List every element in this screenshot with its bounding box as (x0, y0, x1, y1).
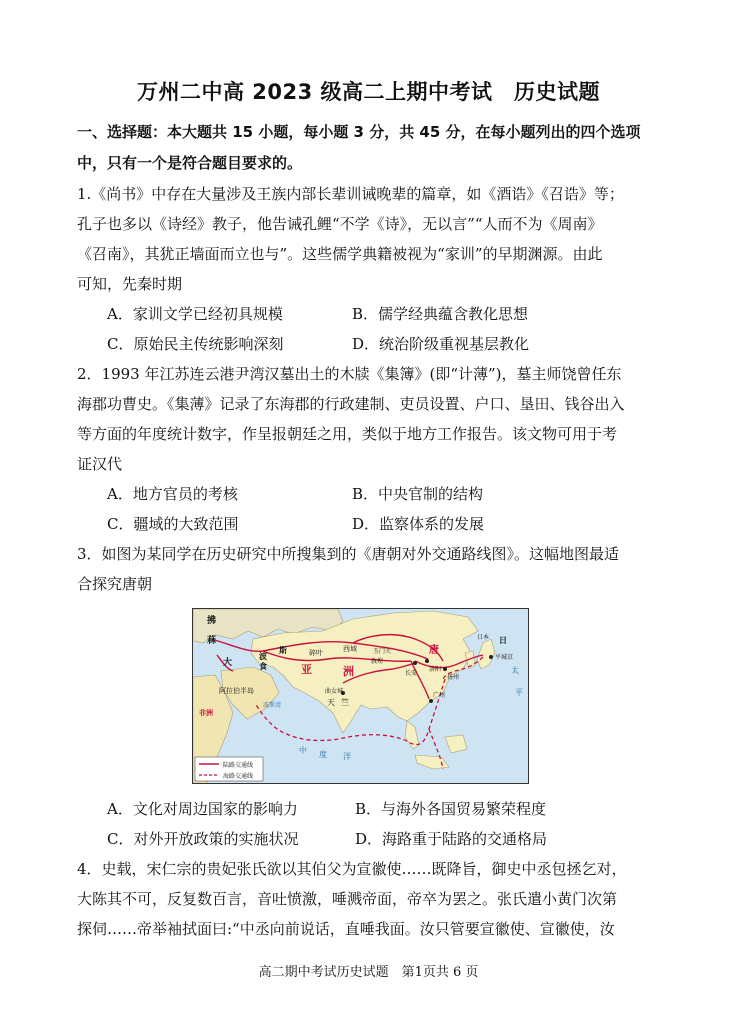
map-label-suiye: 碎叶 (309, 649, 323, 657)
map-label-si: 斯 (279, 646, 287, 655)
question-4-line-3: 探伺……帝举袖拭面曰:“中丞向前说话，直唾我面。汝只管要宣徽使、宣徽使，汝 (77, 920, 615, 938)
map-label-arab: 阿拉伯半岛 (219, 687, 254, 695)
map-label-ri: 日 (499, 636, 507, 645)
map-label-xiyu: 西域 (343, 645, 357, 653)
map-label-zhou: 洲 (343, 665, 354, 678)
map-label-shi: 食 (259, 662, 267, 671)
map-label-yangzhou: 扬州 (447, 674, 460, 681)
map-label-africa: 非洲 (199, 709, 213, 717)
question-4-line-1: 4．史载，宋仁宗的贵妃张氏欲以其伯父为宣徽使……既降旨，御史中丞包拯乞对， (77, 860, 627, 878)
question-3-line-2: 合探究唐朝 (77, 575, 153, 593)
map-label-changan: 长安 (405, 670, 418, 677)
map-label-guangzhou: 广州 (433, 692, 446, 699)
question-1-option-b: B．儒学经典蕴含教化思想 (352, 305, 529, 323)
question-3-option-d: D．海路重于陆路的交通格局 (355, 830, 548, 848)
question-3-option-c: C．对外开放政策的实施状况 (107, 830, 299, 848)
map-label-riben: 日本 (477, 634, 490, 641)
legend-sea-label: 海路交通线 (223, 773, 254, 780)
map-label-zhu: 竺 (341, 698, 349, 707)
question-2-line-2: 海郡功曹史。《集薄》记录了东海郡的行政建制、吏员设置、户口、垦田、钱谷出入 (77, 395, 625, 413)
map-label-zhong: 中 (299, 746, 307, 755)
question-1-line-3: 《召南》，其犹正墙面而立也与”。这些儒学典籍被视为“家训”的早期渊源。由此 (77, 245, 603, 263)
section-instructions-line-1: 一、选择题：本大题共 15 小题，每小题 3 分，共 45 分，在每小题列出的四个选项 (77, 123, 641, 141)
map-label-fu: 拂 (207, 616, 217, 626)
map-label-yang: 洋 (343, 752, 351, 761)
map-label-pingcheng: 平城京 (495, 654, 514, 661)
page-footer: 高二期中考试历史试题 第1页共 6 页 (258, 965, 479, 980)
question-1-line-2: 孔子也多以《诗经》教子，他告诫孔鲤“不学《诗》，无以言”“人而不为《周南》 (77, 215, 603, 233)
map-label-dunhuang: 敦煌 (371, 658, 384, 665)
question-2-option-b: B．中央官制的结构 (352, 485, 484, 503)
map-label-luoyang: 洛阳 (429, 666, 442, 673)
question-2-option-c: C．疆域的大致范围 (107, 515, 239, 533)
map-label-lin: 菻 (207, 636, 217, 646)
map-label-yumen: 玉门关 (373, 648, 392, 655)
question-2-line-1: 2．1993 年江苏连云港尹湾汉墓出土的木牍《集簿》(即“计薄”)，墓主师饶曾任东 (77, 365, 622, 383)
map-label-tian: 天 (327, 698, 335, 707)
question-1-option-c: C．原始民主传统影响深刻 (107, 335, 284, 353)
question-1-option-d: D．统治阶级重视基层教化 (352, 335, 530, 353)
map-label-bosiwan: 波斯湾 (263, 702, 282, 709)
legend-land-label: 陆路交通线 (223, 762, 254, 769)
question-4-line-2: 大陈其不可，反复数百言，音吐愤激，唾溅帝面，帝卒为罢之。张氏遣小黄门次第 (77, 890, 618, 908)
section-instructions-line-2: 中，只有一个是符合题目要求的。 (77, 154, 303, 172)
map-label-bosi: 波 (259, 652, 267, 661)
question-1-line-1: 1.《尚书》中存在大量涉及王族内部长辈训诫晚辈的篇章，如《酒诰》《召诰》等； (77, 185, 624, 203)
question-1-option-a: A．家训文学已经初具规模 (107, 305, 283, 323)
question-3-option-a: A．文化对周边国家的影响力 (107, 800, 298, 818)
map-label-du: 度 (319, 750, 327, 759)
exam-title: 万州二中高 2023 级高二上期中考试 历史试题 (136, 80, 601, 104)
map-label-ping: 平 (515, 688, 523, 697)
tang-trade-routes-map (192, 608, 529, 784)
question-2-option-a: A．地方官员的考核 (107, 485, 238, 503)
question-2-line-4: 证汉代 (77, 455, 123, 473)
map-label-tai: 太 (511, 666, 519, 675)
question-2-line-3: 等方面的年度统计数字，作呈报朝廷之用，类似于地方工作报告。该文物可用于考 (77, 425, 618, 443)
question-3-line-1: 3．如图为某同学在历史研究中所搜集到的《唐朝对外交通路线图》。这幅地图最适 (77, 545, 620, 563)
map-label-da: 大 (223, 658, 233, 668)
map-label-qunvcheng: 曲女城 (325, 688, 344, 695)
question-3-option-b: B．与海外各国贸易繁荣程度 (355, 800, 547, 818)
question-1-line-4: 可知，先秦时期 (77, 275, 183, 293)
question-2-option-d: D．监察体系的发展 (352, 515, 485, 533)
map-label-ya: 亚 (301, 663, 312, 676)
map-legend (195, 757, 263, 781)
map-label-tang: 唐 (429, 645, 439, 656)
